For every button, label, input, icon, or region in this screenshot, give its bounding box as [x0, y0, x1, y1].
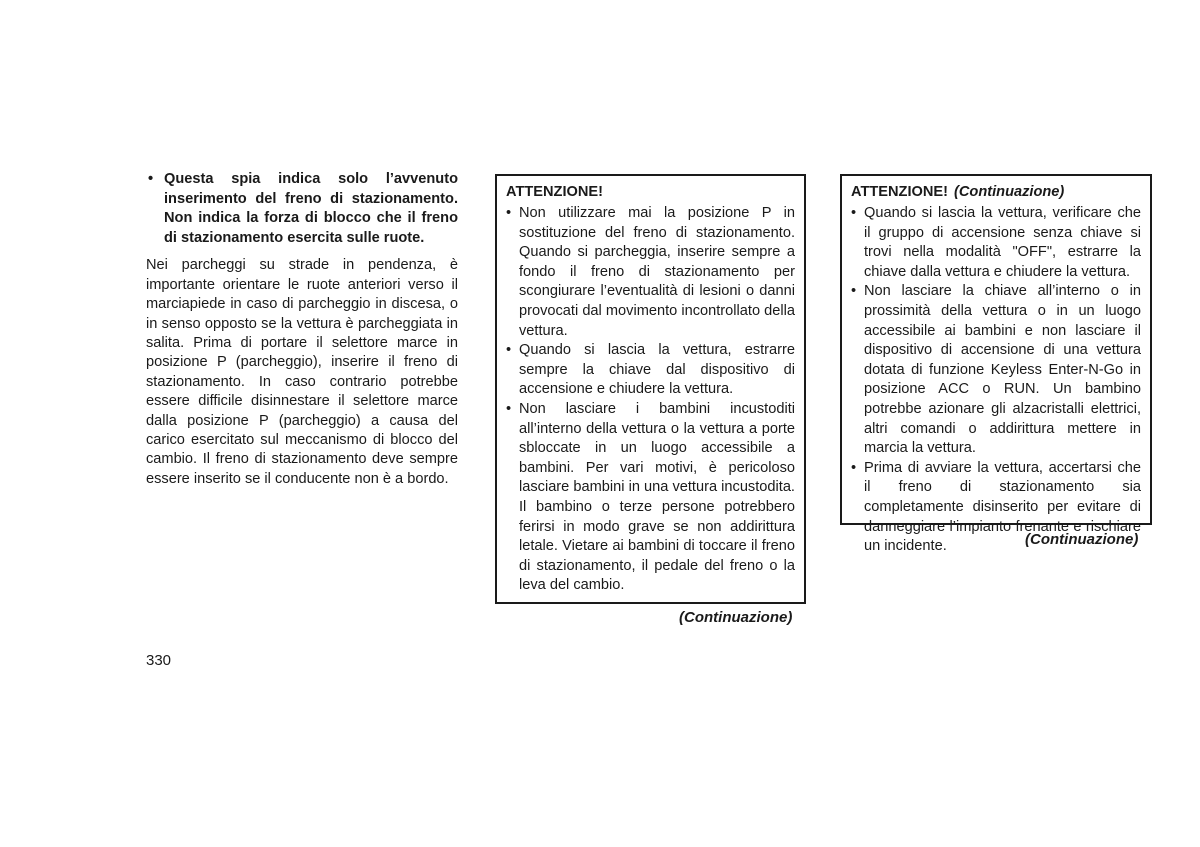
warning-box-2 [840, 174, 1152, 555]
warning-box-2-continuation: (Continuazione) [1025, 531, 1139, 548]
left-column [146, 170, 458, 489]
warning-box-1-item-3: • Non lasciare i bambini incustoditi all’interno della vettura o la vettura a porte sbloccate in un luogo accessibile a bambini. Per vari motivi, è pericoloso lasciare bambini in una vettura incustodita. Il bambino o terze persone potrebbero ferirsi in modo grave se non addirittura letale. Vietare ai bambini di toccare il freno di stazionamento, il pedale del freno o la leva del cambio. [506, 400, 795, 596]
warning-box-2-item-2: • Non lasciare la chiave all’interno o in prossimità della vettura o in un luogo accessibile ai bambini e non lasciare il dispositivo di accensione di una vettura dotata di funzione Keyless Enter-N-Go in posizione ACC o RUN. Un bambino potrebbe azionare gli alzacristalli elettrici, altri comandi o addirittura mettere in marcia la vettura. [851, 282, 1141, 458]
warning-box-1-item-1: • Non utilizzare mai la posizione P in sostituzione del freno di stazionamento. Quando si parcheggia, inserire sempre a fondo il freno di stazionamento per scongiurare l’eventualità di lesioni o danni provocati dal movimento incontrollato della vettura. [506, 204, 795, 341]
warning-box-2-list [851, 204, 1141, 557]
warning-box-1-title [506, 182, 795, 202]
warning-box-2-item-3: • Prima di avviare la vettura, accertarsi che il freno di stazionamento sia completamente disinserito per evitare di danneggiare l’impianto frenante e rischiare un incidente. [851, 459, 1141, 557]
warning-box-2-title-suffix: (Continuazione) [954, 184, 1065, 200]
parking-slope-paragraph: Nei parcheggi su strade in pendenza, è importante orientare le ruote anteriori verso il marciapiede in caso di parcheggio in discesa, o in senso opposto se la vettura è parcheggiata in salita. Prima di portare il selettore marce in posizione P (parcheggio), inserire il freno di stazionamento. In caso contrario potrebbe essere difficile disinnestare il selettore marce dalla posizione P (parcheggio) a causa del carico esercitato sul meccanismo di blocco del cambio. Il freno di stazionamento deve sempre essere inserito se il conducente non è a bordo. [146, 257, 458, 487]
warning-box-1-list [506, 204, 795, 596]
warning-box-1 [495, 174, 806, 604]
warning-box-1-heading: ATTENZIONE! [506, 184, 604, 200]
warning-box-1-item-2: • Quando si lascia la vettura, estrarre sempre la chiave dal dispositivo di accensione e chiudere la vettura. [506, 341, 795, 400]
warning-box-2-title [851, 182, 1141, 202]
warning-box-2-item-1: • Quando si lascia la vettura, verificare che il gruppo di accensione senza chiave si trovi nella modalità "OFF", estrarre la chiave dalla vettura e chiudere la vettura. [851, 204, 1141, 282]
warning-light-note: • Questa spia indica solo l’avvenuto inserimento del freno di stazionamento. Non indica la forza di blocco che il freno di stazionamento esercita sulle ruote. [146, 170, 458, 248]
warning-box-2-heading: ATTENZIONE! [851, 184, 949, 200]
warning-box-1-continuation: (Continuazione) [679, 609, 793, 626]
page-number: 330 [146, 652, 172, 669]
